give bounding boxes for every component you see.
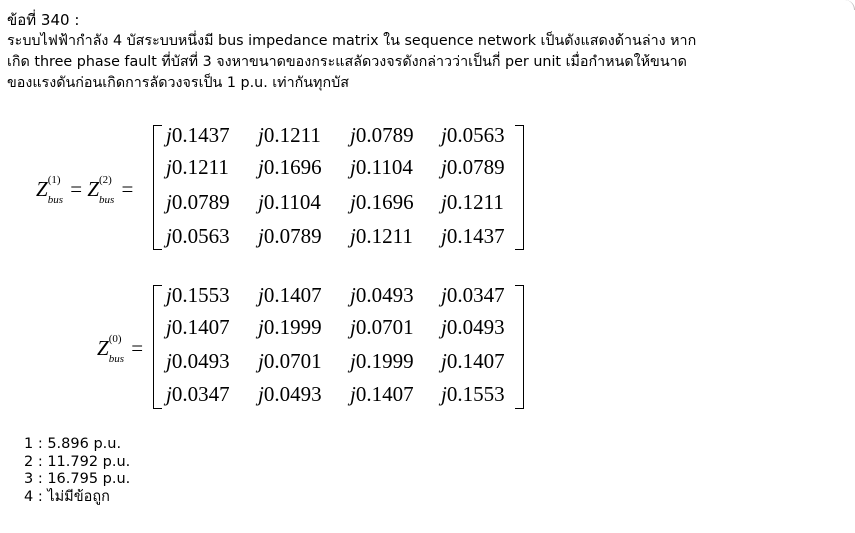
z-symbol: Z <box>97 335 109 360</box>
sub-label: bus <box>108 353 124 365</box>
imaginary-unit: j <box>258 283 264 307</box>
sub-label: bus <box>47 194 63 206</box>
matrix-cell: j0.1104 <box>350 155 413 179</box>
imaginary-unit: j <box>441 349 447 373</box>
imaginary-unit: j <box>258 224 264 248</box>
sup-label: (0) <box>108 333 122 345</box>
matrix-cell: j0.1211 <box>441 190 504 214</box>
matrix-left-bracket <box>153 285 162 409</box>
sub-label: bus <box>99 194 115 206</box>
matrix-cell: j0.0493 <box>258 382 322 406</box>
answer-option-1[interactable]: 1 : 5.896 p.u. <box>24 436 122 452</box>
zero-sequence-lhs <box>97 334 143 366</box>
matrix-cell: j0.0789 <box>258 224 322 248</box>
matrix-cell: j0.1211 <box>258 123 321 147</box>
question-number: ข้อที่ 340 : <box>7 11 80 29</box>
z-symbol: Z <box>36 176 48 201</box>
matrix-cell: j0.1104 <box>258 190 321 214</box>
matrix-cell: j0.0493 <box>441 315 505 339</box>
equals-sign: = <box>131 335 144 360</box>
imaginary-unit: j <box>258 315 264 339</box>
imaginary-unit: j <box>166 349 172 373</box>
imaginary-unit: j <box>350 224 356 248</box>
question-text <box>7 31 849 94</box>
imaginary-unit: j <box>441 123 447 147</box>
sup-label: (2) <box>99 174 112 186</box>
matrix-cell: j0.0563 <box>441 123 505 147</box>
answer-option-2[interactable]: 2 : 11.792 p.u. <box>24 453 131 470</box>
imaginary-unit: j <box>441 382 447 406</box>
matrix-cell: j0.1999 <box>258 315 322 339</box>
matrix-cell: j0.1407 <box>441 349 505 373</box>
positive-negative-lhs <box>36 175 133 207</box>
matrix-cell: j0.0493 <box>166 349 230 373</box>
imaginary-unit: j <box>350 283 356 307</box>
matrix-cell: j0.1407 <box>166 315 230 339</box>
matrix-cell: j0.1211 <box>166 155 229 179</box>
imaginary-unit: j <box>441 315 447 339</box>
imaginary-unit: j <box>166 315 172 339</box>
matrix-cell: j0.0347 <box>441 283 505 307</box>
matrix-cell: j0.1437 <box>441 224 505 248</box>
matrix-cell: j0.0563 <box>166 224 230 248</box>
imaginary-unit: j <box>166 224 172 248</box>
matrix-cell: j0.1696 <box>258 155 322 179</box>
matrix-cell: j0.0701 <box>350 315 414 339</box>
imaginary-unit: j <box>350 123 356 147</box>
matrix-cell: j0.1553 <box>166 283 230 307</box>
imaginary-unit: j <box>258 382 264 406</box>
matrix-cell: j0.0789 <box>166 190 230 214</box>
imaginary-unit: j <box>350 315 356 339</box>
matrix-left-bracket <box>153 125 162 250</box>
matrix-cell: j0.0789 <box>441 155 505 179</box>
imaginary-unit: j <box>441 190 447 214</box>
window-corner-decoration <box>840 0 855 10</box>
z-symbol: Z <box>87 176 99 201</box>
equals-sign: = <box>121 176 134 201</box>
answer-option-4[interactable]: 4 : ไม่มีข้อถูก <box>24 488 110 505</box>
imaginary-unit: j <box>350 382 356 406</box>
imaginary-unit: j <box>258 155 264 179</box>
answer-options <box>24 436 130 506</box>
imaginary-unit: j <box>258 349 264 373</box>
imaginary-unit: j <box>258 190 264 214</box>
imaginary-unit: j <box>166 190 172 214</box>
imaginary-unit: j <box>258 123 264 147</box>
question-line: ระบบไฟฟ้ากำลัง 4 บัสระบบหนึ่งมี bus impedance matrix ใน sequence network เป็นดังแสดงด้านล่าง หาก <box>7 33 697 49</box>
imaginary-unit: j <box>166 155 172 179</box>
matrix-cell: j0.0493 <box>350 283 414 307</box>
sup-label: (1) <box>47 174 61 186</box>
imaginary-unit: j <box>350 190 356 214</box>
matrix-cell: j0.1437 <box>166 123 230 147</box>
question-line: เกิด three phase fault ที่บัสที่ 3 จงหาขนาดของกระแสลัดวงจรดังกล่าวว่าเป็นกี่ per unit เมื่อกำหนดให้ขนาด <box>7 54 687 70</box>
imaginary-unit: j <box>350 155 356 179</box>
matrix-cell: j0.1553 <box>441 382 505 406</box>
matrix-cell: j0.1407 <box>258 283 322 307</box>
question-line: ของแรงดันก่อนเกิดการลัดวงจรเป็น 1 p.u. เท่ากันทุกบัส <box>7 75 349 91</box>
answer-option-3[interactable]: 3 : 16.795 p.u. <box>24 471 131 487</box>
imaginary-unit: j <box>166 123 172 147</box>
matrix-cell: j0.1696 <box>350 190 414 214</box>
equals-sign: = <box>70 176 83 201</box>
matrix-cell: j0.1211 <box>350 224 413 248</box>
imaginary-unit: j <box>350 349 356 373</box>
imaginary-unit: j <box>441 224 447 248</box>
matrix-cell: j0.1999 <box>350 349 414 373</box>
imaginary-unit: j <box>441 155 447 179</box>
imaginary-unit: j <box>441 283 447 307</box>
matrix-cell: j0.1407 <box>350 382 414 406</box>
matrix-cell: j0.0347 <box>166 382 230 406</box>
imaginary-unit: j <box>166 283 172 307</box>
matrix-cell: j0.0789 <box>350 123 414 147</box>
matrix-cell: j0.0701 <box>258 349 322 373</box>
imaginary-unit: j <box>166 382 172 406</box>
